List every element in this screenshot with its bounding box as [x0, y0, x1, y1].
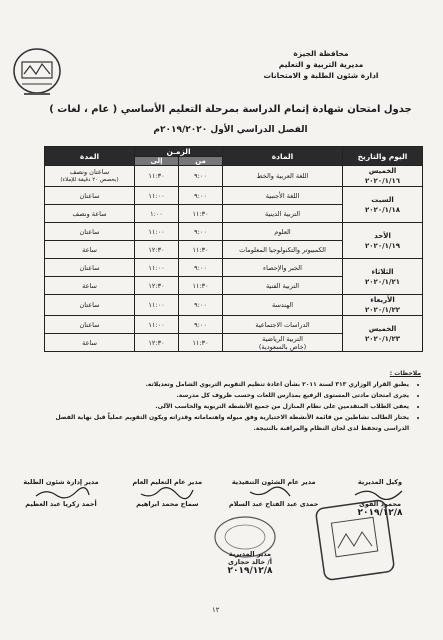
duration-cell: ساعة	[45, 277, 135, 295]
to-cell: ١١:٣٠	[135, 166, 179, 187]
from-cell: ٩:٠٠	[179, 166, 223, 187]
from-cell: ١١:٣٠	[179, 241, 223, 259]
duration-cell: ساعة	[45, 241, 135, 259]
day-name: الأربعاء	[370, 296, 395, 304]
duration-cell	[45, 166, 135, 187]
day-date: ٢٠٢٠/١/١٨	[365, 205, 401, 214]
signature-name: محمود القوى	[358, 500, 402, 508]
to-cell: ١١:٠٠	[135, 259, 179, 277]
to-cell: ١٢:٣٠	[135, 277, 179, 295]
day-date: ٢٠٢٠/١/٢١	[365, 277, 401, 286]
governorate-line: محافظة الجيزة	[293, 49, 349, 58]
day-cell	[343, 259, 423, 295]
subject-cell: الجبر والإحصاء	[223, 259, 343, 277]
signature-title: مدير عام الشئون التنفيذية	[231, 478, 316, 486]
note-item: • يعفى الطلاب المتقدمين على نظام المنازل من جميع الأنشطة التربوية والحاسب الآلى.	[30, 401, 409, 412]
ministry-logo	[10, 44, 64, 102]
day-name: الأحد	[374, 231, 391, 240]
from-cell: ١١:٣٠	[179, 334, 223, 352]
from-cell: ١١:٣٠	[179, 277, 223, 295]
subject-cell: التربية الدينية	[223, 205, 343, 223]
header-time: الزمـن	[135, 147, 223, 157]
director-date: ٢٠١٩/١٢/٨	[227, 566, 273, 576]
duration-text: ساعتان ونصف	[69, 168, 110, 176]
table-row	[45, 187, 423, 205]
page-number: ١٢	[212, 606, 220, 614]
duration-cell: ساعتان	[45, 223, 135, 241]
from-cell: ٩:٠٠	[179, 295, 223, 316]
duration-cell: ساعتان	[45, 187, 135, 205]
signature-date: ٢٠١٩/١٢/٨	[357, 508, 403, 518]
duration-cell: ساعة	[45, 334, 135, 352]
signature-title: مدير إدارة شئون الطلبة	[23, 478, 99, 486]
signature-title: وكيل المديرية	[357, 478, 403, 486]
official-stamp	[314, 498, 396, 582]
subject-note: (خاص بالسعودية)	[258, 342, 307, 351]
day-date: ٢٠٢٠/١/١٦	[365, 177, 401, 185]
day-name: الخميس	[368, 167, 397, 175]
notes-list	[30, 379, 421, 434]
page-title: جدول امتحان شهادة إتمام الدراسة بمرحلة التعليم الأساسي ( عام ، لغات )	[49, 104, 412, 115]
to-cell: ١١:٠٠	[135, 187, 179, 205]
from-cell: ٩:٠٠	[179, 259, 223, 277]
subject-cell: الدراسات الاجتماعية	[223, 316, 343, 334]
day-cell	[343, 166, 423, 187]
table-row	[45, 223, 423, 241]
to-cell: ١١:٠٠	[135, 223, 179, 241]
header-duration: المدة	[45, 147, 135, 166]
handwritten-signature	[122, 486, 212, 500]
signature-block	[122, 478, 212, 518]
day-name: الثلاثاء	[371, 267, 394, 276]
signature-title: مدير عام التعليم العام	[132, 478, 203, 486]
director-title: مدير المديرية	[228, 550, 272, 558]
day-cell	[343, 295, 423, 316]
note-item: • يختار الطالب نشاطين من قائمة الأنشطة الاختيارية وفق ميوله واهتماماته وقدراته ويكون التقويم عملياً قبل نهاية الفصل الدراسى وتحفظ لدى لجان النظام والمراقبة بالنتيجة.	[30, 412, 409, 434]
directorate-line: مديرية التربية و التعليم	[278, 60, 364, 69]
from-cell: ٩:٠٠	[179, 316, 223, 334]
directorate-header	[221, 48, 421, 81]
to-cell: ١:٠٠	[135, 205, 179, 223]
handwritten-signature	[229, 486, 319, 500]
subject-cell: الكمبيوتر والتكنولوجيا المعلومات	[223, 241, 343, 259]
exam-schedule-table	[44, 146, 423, 352]
subject-cell: اللغة العربية والخط	[223, 166, 343, 187]
duration-cell: ساعتان	[45, 295, 135, 316]
handwritten-signature	[16, 486, 106, 500]
duration-cell: ساعتان	[45, 259, 135, 277]
to-cell: ١١:٠٠	[135, 295, 179, 316]
subject-cell: الهندسة	[223, 295, 343, 316]
notes-section	[30, 368, 421, 434]
header-to: إلى	[135, 157, 179, 166]
subject-text: التربية الرياضية	[262, 334, 303, 343]
day-cell	[343, 316, 423, 352]
subject-cell: التربية الفنية	[223, 277, 343, 295]
from-cell: ١١:٣٠	[179, 205, 223, 223]
header-day: اليوم والتاريخ	[343, 147, 423, 166]
day-cell	[343, 187, 423, 223]
subject-cell: العلوم	[223, 223, 343, 241]
signature-name: أحمد زكريا عبد العظيم	[25, 500, 97, 508]
duration-note: (بخصص ٢٠ دقيقة للإملاء)	[60, 177, 119, 183]
table-row	[45, 259, 423, 277]
signature-block	[16, 478, 106, 518]
notes-label: ملاحظات :	[389, 370, 421, 377]
day-date: ٢٠٢٠/١/٢٢	[365, 306, 401, 314]
duration-cell: ساعتان	[45, 316, 135, 334]
day-date: ٢٠٢٠/١/٢٣	[365, 334, 401, 343]
director-name: أ/ خالد حجازى	[228, 558, 272, 566]
day-name: السبت	[371, 195, 394, 204]
department-line: ادارة شئون الطلبة و الامتحانات	[263, 71, 379, 80]
day-cell	[343, 223, 423, 259]
duration-cell: ساعة ونصف	[45, 205, 135, 223]
from-cell: ٩:٠٠	[179, 223, 223, 241]
table-row	[45, 295, 423, 316]
to-cell: ١١:٠٠	[135, 316, 179, 334]
subject-cell: اللغة الأجنبية	[223, 187, 343, 205]
header-from: من	[179, 157, 223, 166]
table-row	[45, 166, 423, 187]
header-subject: المادة	[223, 147, 343, 166]
note-item: • يجرى امتحان مادتى المستوى الرفيع بمدارس اللغات وحسب ظروف كل مدرسة.	[30, 390, 409, 401]
table-row	[45, 316, 423, 334]
signature-name: سماح محمد ابراهيم	[136, 500, 199, 508]
director-signature	[210, 550, 290, 576]
to-cell: ١٢:٣٠	[135, 241, 179, 259]
to-cell: ١٢:٣٠	[135, 334, 179, 352]
subject-cell	[223, 334, 343, 352]
from-cell: ٩:٠٠	[179, 187, 223, 205]
note-item: • يطبق القرار الوزاري ٣١٣ لسنة ٢٠١١ بشأن اعادة تنظيم التقويم التربوي الشامل وتعديلاته.	[30, 379, 409, 390]
term-subtitle: الفصل الدراسي الأول ٢٠١٩/٢٠٢٠م	[153, 125, 308, 135]
signature-name: حمدى عبد الفتاح عبد السلام	[228, 500, 319, 508]
day-date: ٢٠٢٠/١/١٩	[365, 241, 401, 250]
day-name: الخميس	[368, 324, 397, 333]
